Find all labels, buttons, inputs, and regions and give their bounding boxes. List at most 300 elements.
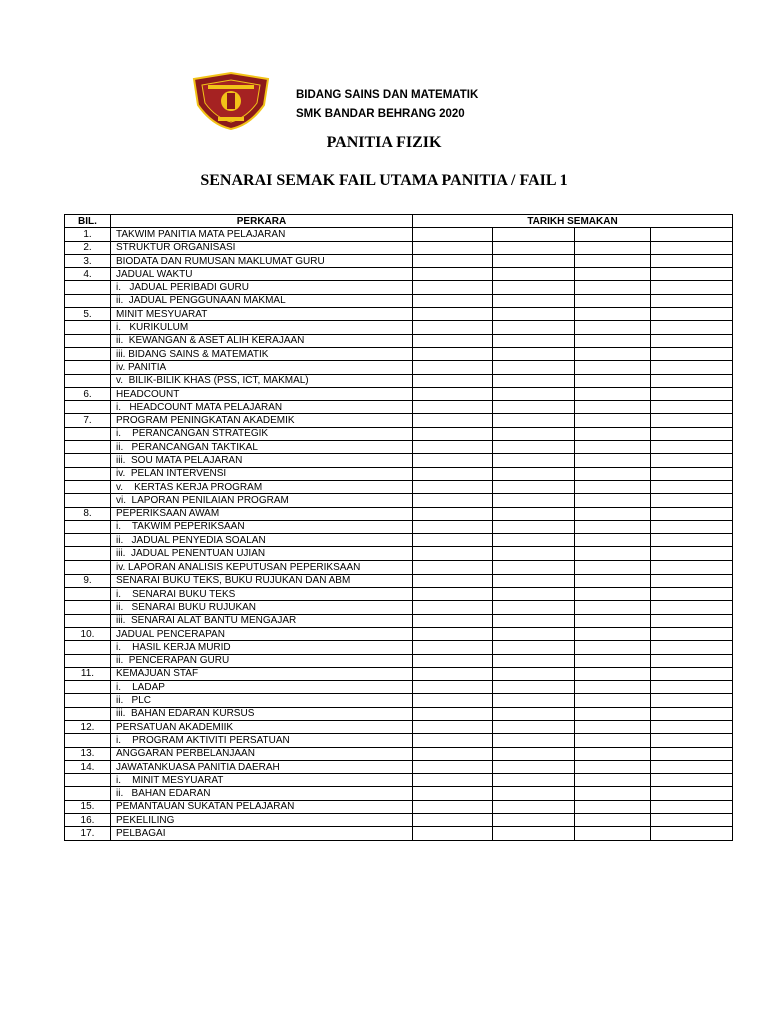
check-date-cell[interactable]	[413, 374, 493, 387]
check-date-cell[interactable]	[651, 347, 733, 360]
check-date-cell[interactable]	[575, 241, 651, 254]
table-row	[65, 467, 733, 480]
check-date-cell[interactable]	[413, 720, 493, 733]
row-item: i. JADUAL PERIBADI GURU	[111, 281, 413, 294]
check-date-cell[interactable]	[575, 321, 651, 334]
table-row	[65, 707, 733, 720]
table-row	[65, 800, 733, 813]
row-number: 10.	[65, 627, 111, 640]
table-row	[65, 601, 733, 614]
row-item: MINIT MESYUARAT	[111, 308, 413, 321]
check-date-cell[interactable]	[575, 507, 651, 520]
check-date-cell[interactable]	[413, 321, 493, 334]
table-row	[65, 347, 733, 360]
check-date-cell[interactable]	[413, 681, 493, 694]
check-date-cell[interactable]	[575, 641, 651, 654]
check-date-cell[interactable]	[493, 480, 575, 493]
table-row	[65, 520, 733, 533]
row-item: ii. JADUAL PENYEDIA SOALAN	[111, 534, 413, 547]
check-date-cell[interactable]	[413, 560, 493, 574]
check-date-cell[interactable]	[493, 787, 575, 800]
check-date-cell[interactable]	[413, 308, 493, 321]
check-date-cell[interactable]	[413, 574, 493, 587]
check-date-cell[interactable]	[651, 254, 733, 267]
check-date-cell[interactable]	[413, 228, 493, 241]
row-item: ii. PLC	[111, 694, 413, 707]
check-date-cell[interactable]	[575, 414, 651, 427]
check-date-cell[interactable]	[575, 787, 651, 800]
check-date-cell[interactable]	[575, 534, 651, 547]
check-date-cell[interactable]	[575, 827, 651, 840]
check-date-cell[interactable]	[575, 614, 651, 627]
row-item: iii. BIDANG SAINS & MATEMATIK	[111, 347, 413, 360]
row-number	[65, 774, 111, 787]
check-date-cell[interactable]	[651, 507, 733, 520]
check-date-cell[interactable]	[575, 520, 651, 533]
check-date-cell[interactable]	[651, 787, 733, 800]
row-item: i. HEADCOUNT MATA PELAJARAN	[111, 401, 413, 414]
check-date-cell[interactable]	[413, 454, 493, 467]
check-date-cell[interactable]	[651, 480, 733, 493]
row-number	[65, 334, 111, 347]
check-date-cell[interactable]	[493, 814, 575, 827]
check-date-cell[interactable]	[651, 494, 733, 507]
row-number	[65, 547, 111, 560]
row-number	[65, 681, 111, 694]
row-number: 4.	[65, 268, 111, 281]
check-date-cell[interactable]	[575, 228, 651, 241]
check-date-cell[interactable]	[651, 694, 733, 707]
check-date-cell[interactable]	[493, 441, 575, 454]
check-date-cell[interactable]	[493, 467, 575, 480]
check-date-cell[interactable]	[575, 254, 651, 267]
check-date-cell[interactable]	[413, 827, 493, 840]
check-date-cell[interactable]	[493, 387, 575, 400]
row-item: BIODATA DAN RUMUSAN MAKLUMAT GURU	[111, 254, 413, 267]
check-date-cell[interactable]	[493, 654, 575, 667]
check-date-cell[interactable]	[493, 241, 575, 254]
check-date-cell[interactable]	[413, 467, 493, 480]
check-date-cell[interactable]	[493, 707, 575, 720]
check-date-cell[interactable]	[575, 560, 651, 574]
check-date-cell[interactable]	[575, 480, 651, 493]
check-date-cell[interactable]	[651, 228, 733, 241]
check-date-cell[interactable]	[493, 720, 575, 733]
row-item: JADUAL PENCERAPAN	[111, 627, 413, 640]
row-number: 6.	[65, 387, 111, 400]
row-number: 9.	[65, 574, 111, 587]
check-date-cell[interactable]	[413, 520, 493, 533]
row-number: 14.	[65, 760, 111, 773]
row-number: 2.	[65, 241, 111, 254]
check-date-cell[interactable]	[575, 454, 651, 467]
table-row	[65, 574, 733, 587]
row-item: ii. PENCERAPAN GURU	[111, 654, 413, 667]
check-date-cell[interactable]	[493, 427, 575, 440]
table-row	[65, 560, 733, 574]
check-date-cell[interactable]	[575, 294, 651, 307]
check-date-cell[interactable]	[493, 361, 575, 374]
table-row	[65, 281, 733, 294]
row-item: vi. LAPORAN PENILAIAN PROGRAM	[111, 494, 413, 507]
row-number	[65, 787, 111, 800]
row-item: ii. KEWANGAN & ASET ALIH KERAJAAN	[111, 334, 413, 347]
check-date-cell[interactable]	[651, 387, 733, 400]
row-item: KEMAJUAN STAF	[111, 667, 413, 680]
check-date-cell[interactable]	[413, 707, 493, 720]
check-date-cell[interactable]	[575, 707, 651, 720]
row-item: ANGGARAN PERBELANJAAN	[111, 747, 413, 760]
check-date-cell[interactable]	[493, 268, 575, 281]
row-number	[65, 694, 111, 707]
row-item: SENARAI BUKU TEKS, BUKU RUJUKAN DAN ABM	[111, 574, 413, 587]
check-date-cell[interactable]	[413, 480, 493, 493]
row-item: i. PROGRAM AKTIVITI PERSATUAN	[111, 734, 413, 747]
check-date-cell[interactable]	[575, 308, 651, 321]
check-date-cell[interactable]	[651, 641, 733, 654]
check-date-cell[interactable]	[493, 641, 575, 654]
check-date-cell[interactable]	[493, 294, 575, 307]
check-date-cell[interactable]	[413, 667, 493, 680]
check-date-cell[interactable]	[575, 467, 651, 480]
table-row	[65, 441, 733, 454]
check-date-cell[interactable]	[413, 268, 493, 281]
row-number: 1.	[65, 228, 111, 241]
check-date-cell[interactable]	[413, 588, 493, 601]
table-row	[65, 427, 733, 440]
check-date-cell[interactable]	[413, 734, 493, 747]
check-date-cell[interactable]	[575, 734, 651, 747]
check-date-cell[interactable]	[493, 681, 575, 694]
row-number	[65, 654, 111, 667]
check-date-cell[interactable]	[493, 534, 575, 547]
row-number	[65, 374, 111, 387]
table-row	[65, 361, 733, 374]
row-number	[65, 467, 111, 480]
check-date-cell[interactable]	[493, 254, 575, 267]
check-date-cell[interactable]	[413, 641, 493, 654]
check-date-cell[interactable]	[413, 694, 493, 707]
check-date-cell[interactable]	[651, 534, 733, 547]
check-date-cell[interactable]	[651, 574, 733, 587]
row-number	[65, 347, 111, 360]
check-date-cell[interactable]	[651, 760, 733, 773]
check-date-cell[interactable]	[651, 601, 733, 614]
check-date-cell[interactable]	[575, 374, 651, 387]
row-item: i. KURIKULUM	[111, 321, 413, 334]
check-date-cell[interactable]	[651, 734, 733, 747]
check-date-cell[interactable]	[493, 308, 575, 321]
check-date-cell[interactable]	[651, 361, 733, 374]
check-date-cell[interactable]	[651, 454, 733, 467]
check-date-cell[interactable]	[575, 800, 651, 813]
row-item: iii. SOU MATA PELAJARAN	[111, 454, 413, 467]
check-date-cell[interactable]	[575, 747, 651, 760]
check-date-cell[interactable]	[575, 588, 651, 601]
check-date-cell[interactable]	[651, 241, 733, 254]
row-item: JADUAL WAKTU	[111, 268, 413, 281]
check-date-cell[interactable]	[493, 800, 575, 813]
header-bil: BIL.	[65, 215, 111, 228]
check-date-cell[interactable]	[651, 774, 733, 787]
check-date-cell[interactable]	[651, 321, 733, 334]
check-date-cell[interactable]	[493, 694, 575, 707]
table-row	[65, 547, 733, 560]
row-item: PEKELILING	[111, 814, 413, 827]
check-date-cell[interactable]	[493, 520, 575, 533]
check-date-cell[interactable]	[651, 654, 733, 667]
row-number	[65, 441, 111, 454]
row-item: PEMANTAUAN SUKATAN PELAJARAN	[111, 800, 413, 813]
table-row	[65, 641, 733, 654]
row-item: i. TAKWIM PEPERIKSAAN	[111, 520, 413, 533]
row-number	[65, 294, 111, 307]
check-date-cell[interactable]	[651, 334, 733, 347]
check-date-cell[interactable]	[493, 547, 575, 560]
check-date-cell[interactable]	[575, 601, 651, 614]
school-crest-icon	[190, 71, 272, 131]
check-date-cell[interactable]	[493, 347, 575, 360]
check-date-cell[interactable]	[493, 414, 575, 427]
check-date-cell[interactable]	[413, 281, 493, 294]
check-date-cell[interactable]	[413, 654, 493, 667]
table-row	[65, 774, 733, 787]
check-date-cell[interactable]	[493, 614, 575, 627]
check-date-cell[interactable]	[493, 321, 575, 334]
row-item: iv. LAPORAN ANALISIS KEPUTUSAN PEPERIKSAAN	[111, 560, 413, 574]
check-date-cell[interactable]	[493, 494, 575, 507]
check-date-cell[interactable]	[493, 228, 575, 241]
row-number: 17.	[65, 827, 111, 840]
check-date-cell[interactable]	[651, 707, 733, 720]
check-date-cell[interactable]	[413, 347, 493, 360]
row-item: ii. BAHAN EDARAN	[111, 787, 413, 800]
check-date-cell[interactable]	[413, 534, 493, 547]
check-date-cell[interactable]	[651, 814, 733, 827]
check-date-cell[interactable]	[575, 654, 651, 667]
page-title: PANITIA FIZIK	[326, 134, 442, 151]
row-item: iii. JADUAL PENENTUAN UJIAN	[111, 547, 413, 560]
row-number: 11.	[65, 667, 111, 680]
check-date-cell[interactable]	[575, 441, 651, 454]
org-line-department: BIDANG SAINS DAN MATEMATIK	[296, 89, 479, 101]
check-date-cell[interactable]	[651, 827, 733, 840]
check-date-cell[interactable]	[651, 800, 733, 813]
check-date-cell[interactable]	[575, 427, 651, 440]
check-date-cell[interactable]	[651, 441, 733, 454]
table-row	[65, 334, 733, 347]
check-date-cell[interactable]	[651, 520, 733, 533]
check-date-cell[interactable]	[651, 467, 733, 480]
table-row	[65, 228, 733, 241]
check-date-cell[interactable]	[575, 720, 651, 733]
check-date-cell[interactable]	[493, 747, 575, 760]
check-date-cell[interactable]	[575, 774, 651, 787]
check-date-cell[interactable]	[651, 401, 733, 414]
row-number: 15.	[65, 800, 111, 813]
check-date-cell[interactable]	[493, 454, 575, 467]
check-date-cell[interactable]	[575, 494, 651, 507]
row-item: ii. PERANCANGAN TAKTIKAL	[111, 441, 413, 454]
check-date-cell[interactable]	[413, 387, 493, 400]
check-date-cell[interactable]	[493, 374, 575, 387]
row-item: TAKWIM PANITIA MATA PELAJARAN	[111, 228, 413, 241]
check-date-cell[interactable]	[493, 401, 575, 414]
check-date-cell[interactable]	[493, 827, 575, 840]
check-date-cell[interactable]	[413, 627, 493, 640]
check-date-cell[interactable]	[413, 401, 493, 414]
check-date-cell[interactable]	[651, 308, 733, 321]
row-number	[65, 454, 111, 467]
table-row	[65, 480, 733, 493]
check-date-cell[interactable]	[575, 760, 651, 773]
check-date-cell[interactable]	[651, 614, 733, 627]
check-date-cell[interactable]	[413, 254, 493, 267]
org-line-school: SMK BANDAR BEHRANG 2020	[296, 108, 465, 120]
table-row	[65, 507, 733, 520]
row-number	[65, 641, 111, 654]
check-date-cell[interactable]	[493, 774, 575, 787]
check-date-cell[interactable]	[493, 334, 575, 347]
check-date-cell[interactable]	[651, 427, 733, 440]
row-item: v. KERTAS KERJA PROGRAM	[111, 480, 413, 493]
check-date-cell[interactable]	[575, 347, 651, 360]
check-date-cell[interactable]	[651, 720, 733, 733]
row-number	[65, 707, 111, 720]
row-number	[65, 520, 111, 533]
check-date-cell[interactable]	[413, 494, 493, 507]
table-row	[65, 747, 733, 760]
check-date-cell[interactable]	[413, 747, 493, 760]
check-date-cell[interactable]	[575, 268, 651, 281]
check-date-cell[interactable]	[651, 414, 733, 427]
table-row	[65, 294, 733, 307]
check-date-cell[interactable]	[413, 800, 493, 813]
row-item: PERSATUAN AKADEMIIK	[111, 720, 413, 733]
check-date-cell[interactable]	[575, 547, 651, 560]
table-row	[65, 268, 733, 281]
table-row	[65, 308, 733, 321]
check-date-cell[interactable]	[651, 268, 733, 281]
check-date-cell[interactable]	[575, 814, 651, 827]
row-item: PROGRAM PENINGKATAN AKADEMIK	[111, 414, 413, 427]
table-row	[65, 588, 733, 601]
check-date-cell[interactable]	[413, 614, 493, 627]
row-number	[65, 361, 111, 374]
check-date-cell[interactable]	[413, 760, 493, 773]
row-number	[65, 601, 111, 614]
check-date-cell[interactable]	[413, 507, 493, 520]
check-date-cell[interactable]	[651, 294, 733, 307]
row-item: ii. JADUAL PENGGUNAAN MAKMAL	[111, 294, 413, 307]
check-date-cell[interactable]	[413, 787, 493, 800]
check-date-cell[interactable]	[413, 774, 493, 787]
row-number	[65, 427, 111, 440]
row-number	[65, 281, 111, 294]
row-item: i. LADAP	[111, 681, 413, 694]
check-date-cell[interactable]	[651, 588, 733, 601]
check-date-cell[interactable]	[651, 374, 733, 387]
row-number	[65, 494, 111, 507]
check-date-cell[interactable]	[493, 588, 575, 601]
check-date-cell[interactable]	[651, 547, 733, 560]
row-number: 3.	[65, 254, 111, 267]
check-date-cell[interactable]	[651, 747, 733, 760]
table-row	[65, 827, 733, 840]
row-item: iv. PANITIA	[111, 361, 413, 374]
check-date-cell[interactable]	[575, 627, 651, 640]
check-date-cell[interactable]	[413, 427, 493, 440]
check-date-cell[interactable]	[493, 601, 575, 614]
check-date-cell[interactable]	[651, 560, 733, 574]
check-date-cell[interactable]	[493, 627, 575, 640]
check-date-cell[interactable]	[493, 560, 575, 574]
table-row	[65, 760, 733, 773]
row-number: 5.	[65, 308, 111, 321]
table-row	[65, 614, 733, 627]
table-row	[65, 321, 733, 334]
check-date-cell[interactable]	[493, 507, 575, 520]
check-date-cell[interactable]	[413, 361, 493, 374]
row-number: 7.	[65, 414, 111, 427]
table-row	[65, 627, 733, 640]
check-date-cell[interactable]	[575, 574, 651, 587]
row-number	[65, 588, 111, 601]
check-date-cell[interactable]	[651, 681, 733, 694]
row-number	[65, 614, 111, 627]
check-date-cell[interactable]	[413, 547, 493, 560]
table-row	[65, 814, 733, 827]
table-row	[65, 241, 733, 254]
check-date-cell[interactable]	[575, 281, 651, 294]
row-item: i. PERANCANGAN STRATEGIK	[111, 427, 413, 440]
check-date-cell[interactable]	[413, 814, 493, 827]
check-date-cell[interactable]	[575, 387, 651, 400]
check-date-cell[interactable]	[493, 281, 575, 294]
check-date-cell[interactable]	[413, 294, 493, 307]
check-date-cell[interactable]	[493, 667, 575, 680]
table-row	[65, 734, 733, 747]
check-date-cell[interactable]	[651, 667, 733, 680]
check-date-cell[interactable]	[575, 667, 651, 680]
row-number	[65, 534, 111, 547]
table-row	[65, 694, 733, 707]
check-date-cell[interactable]	[413, 241, 493, 254]
check-date-cell[interactable]	[651, 281, 733, 294]
check-date-cell[interactable]	[651, 627, 733, 640]
check-date-cell[interactable]	[413, 414, 493, 427]
check-date-cell[interactable]	[493, 734, 575, 747]
row-number	[65, 321, 111, 334]
row-number: 16.	[65, 814, 111, 827]
check-date-cell[interactable]	[575, 361, 651, 374]
row-item: PEPERIKSAAN AWAM	[111, 507, 413, 520]
check-date-cell[interactable]	[575, 334, 651, 347]
table-row	[65, 387, 733, 400]
check-date-cell[interactable]	[493, 760, 575, 773]
check-date-cell[interactable]	[575, 681, 651, 694]
check-date-cell[interactable]	[413, 441, 493, 454]
check-date-cell[interactable]	[575, 401, 651, 414]
row-item: PELBAGAI	[111, 827, 413, 840]
check-date-cell[interactable]	[413, 601, 493, 614]
table-row	[65, 454, 733, 467]
check-date-cell[interactable]	[493, 574, 575, 587]
check-date-cell[interactable]	[575, 694, 651, 707]
check-date-cell[interactable]	[413, 334, 493, 347]
row-number: 13.	[65, 747, 111, 760]
table-row	[65, 374, 733, 387]
